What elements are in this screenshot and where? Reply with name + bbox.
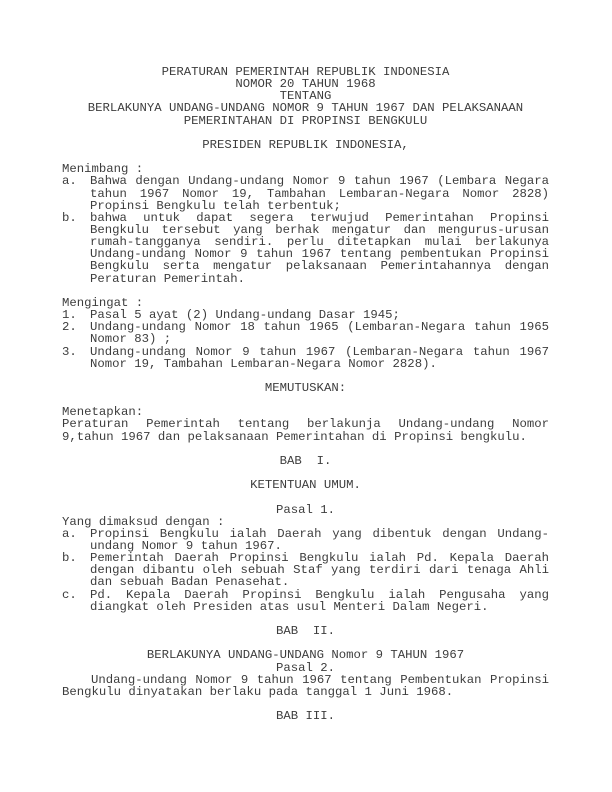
pasal-1-intro-line: Yang dimaksud dengan : xyxy=(62,514,225,529)
bab-2-title xyxy=(62,649,549,673)
pasal-2-paragraph-line: Bengkulu dinyatakan berlaku pada tanggal 1 Juni 1968. xyxy=(62,684,454,699)
bab-2-heading-line: BAB II. xyxy=(275,624,336,639)
menimbang-list-line: Bengkulu serta mengatur pelaksanaan Pemerintahannya dengan xyxy=(90,259,549,274)
list-item xyxy=(62,589,549,613)
pasal-1-list-line: Pemerintah Daerah Propinsi Bengkulu ialah Pd. Kepala Daerah xyxy=(90,551,549,566)
bab-2-title-line: Pasal 2. xyxy=(275,660,336,675)
bab-1-heading xyxy=(62,455,549,467)
list-marker: a. xyxy=(62,174,77,189)
mengingat-list-line: Nomor 19, Tambahan Lembaran-Negara Nomor 2828). xyxy=(90,356,437,371)
list-marker: 1. xyxy=(62,308,77,323)
menimbang-list-line: bahwa untuk dapat segera terwujud Pemerintahan Propinsi xyxy=(90,210,549,225)
pasal-2-paragraph-line: Undang-undang Nomor 9 tahun 1967 tentang Pembentukan Propinsi xyxy=(91,672,549,687)
bab-1-heading-line: BAB I. xyxy=(279,453,332,468)
menimbang-label-line: Menimbang : xyxy=(62,162,144,177)
menimbang-list-line: rumah-tangganya sendiri. perlu ditetapkan mulai berlakunya xyxy=(90,235,549,250)
pasal-1-heading xyxy=(62,504,549,516)
list-item xyxy=(62,528,549,552)
mengingat-list-line: Undang-undang Nomor 18 tahun 1965 (Lembaran-Negara tahun 1965 xyxy=(90,320,549,335)
bab-1-title xyxy=(62,479,549,491)
menimbang-list-line: Undang-undang Nomor 9 tahun 1967 tentang pembentukan Propinsi xyxy=(90,247,549,262)
list-marker: b. xyxy=(62,210,77,225)
list-marker: b. xyxy=(62,551,77,566)
pasal-1-list-line: dan sebuah Badan Penasehat. xyxy=(90,575,290,590)
pasal-1-list-line: Propinsi Bengkulu ialah Daerah yang dibentuk dengan Undang- xyxy=(90,526,549,541)
gap xyxy=(62,491,549,503)
menetapkan-paragraph-line: Menetapkan: xyxy=(62,405,144,420)
menetapkan-paragraph-line: Peraturan Pemerintah tentang berlakunja Undang-undang Nomor xyxy=(62,417,549,432)
menetapkan-paragraph xyxy=(62,406,549,442)
menetapkan-paragraph-line: 9,tahun 1967 dan pelaksanaan Pemerintahan di Propinsi bengkulu. xyxy=(62,429,527,444)
list-item-text xyxy=(90,528,549,552)
doc-title-block xyxy=(62,66,549,127)
bab-2-heading xyxy=(62,625,549,637)
doc-title-block-line: BERLAKUNYA UNDANG-UNDANG NOMOR 9 TAHUN 1967 DAN PELAKSANAAN xyxy=(87,101,524,116)
pasal-1-list xyxy=(62,528,549,613)
memutuskan-heading-line: MEMUTUSKAN: xyxy=(264,381,347,395)
list-marker: 2. xyxy=(62,320,77,335)
list-marker: c. xyxy=(62,587,77,602)
list-item-text xyxy=(90,552,549,588)
document-content xyxy=(62,66,549,722)
mengingat-label-line: Mengingat : xyxy=(62,295,144,310)
pasal-1-list-line: undang Nomor 9 tahun 1967. xyxy=(90,538,282,553)
pasal-1-heading-line: Pasal 1. xyxy=(275,502,336,517)
memutuskan-heading xyxy=(62,382,549,394)
list-item-text xyxy=(90,321,549,345)
list-marker: 3. xyxy=(62,344,77,359)
menimbang-list xyxy=(62,175,549,284)
list-item xyxy=(62,552,549,588)
menimbang-list-line: Propinsi Bengkulu telah terbentuk; xyxy=(90,198,341,213)
bab-1-title-line: KETENTUAN UMUM. xyxy=(250,478,361,493)
doc-title-block-line: PEMERINTAHAN DI PROPINSI BENGKULU xyxy=(183,113,428,128)
list-item xyxy=(62,321,549,345)
menimbang-list-line: Peraturan Pemerintah. xyxy=(90,271,245,286)
list-item-text xyxy=(90,346,549,370)
bab-3-heading xyxy=(62,710,549,722)
list-item-text xyxy=(90,589,549,613)
list-item xyxy=(62,175,549,211)
mengingat-list-line: Undang-undang Nomor 9 tahun 1967 (Lembaran-Negara tahun 1967 xyxy=(90,344,549,359)
doc-title-block-line: NOMOR 20 TAHUN 1968 xyxy=(235,77,376,92)
issuer-line xyxy=(62,139,549,151)
menimbang-list-line: tahun 1967 Nomor 19, Tambahan Lembaran-Negara Nomor 2828) xyxy=(90,186,549,201)
menimbang-list-line: Bengkulu tersebut yang berhak mengatur dan mengurus-urusan xyxy=(90,223,549,237)
mengingat-list-line: Pasal 5 ayat (2) Undang-undang Dasar 1945; xyxy=(90,308,400,323)
mengingat-list xyxy=(62,309,549,370)
pasal-1-list-line: Pd. Kepala Daerah Propinsi Bengkulu ialah Pengusaha yang xyxy=(90,587,549,602)
pasal-1-list-line: dengan dibantu oleh sebuah Staf yang terdiri dari tenaga Ahli xyxy=(90,563,549,578)
mengingat-list-line: Nomor 83) ; xyxy=(90,332,172,347)
menimbang-list-line: Bahwa dengan Undang-undang Nomor 9 tahun 1967 (Lembara Negara xyxy=(90,174,549,189)
list-item xyxy=(62,212,549,285)
list-item-text xyxy=(90,212,549,285)
pasal-2-paragraph xyxy=(62,674,549,698)
list-marker: a. xyxy=(62,526,77,541)
issuer-line-line: PRESIDEN REPUBLIK INDONESIA, xyxy=(202,137,409,152)
bab-3-heading-line: BAB III. xyxy=(275,709,336,724)
doc-title-block-line: TENTANG xyxy=(279,89,332,104)
pasal-1-list-line: diangkat oleh Presiden atas usul Menteri Dalam Negeri. xyxy=(90,599,489,614)
list-item xyxy=(62,346,549,370)
doc-title-block-line: PERATURAN PEMERINTAH REPUBLIK INDONESIA xyxy=(161,65,450,79)
pasal-1-intro xyxy=(62,516,549,528)
bab-2-title-line: BERLAKUNYA UNDANG-UNDANG Nomor 9 TAHUN 1967 xyxy=(146,648,465,663)
list-item-text xyxy=(90,175,549,211)
